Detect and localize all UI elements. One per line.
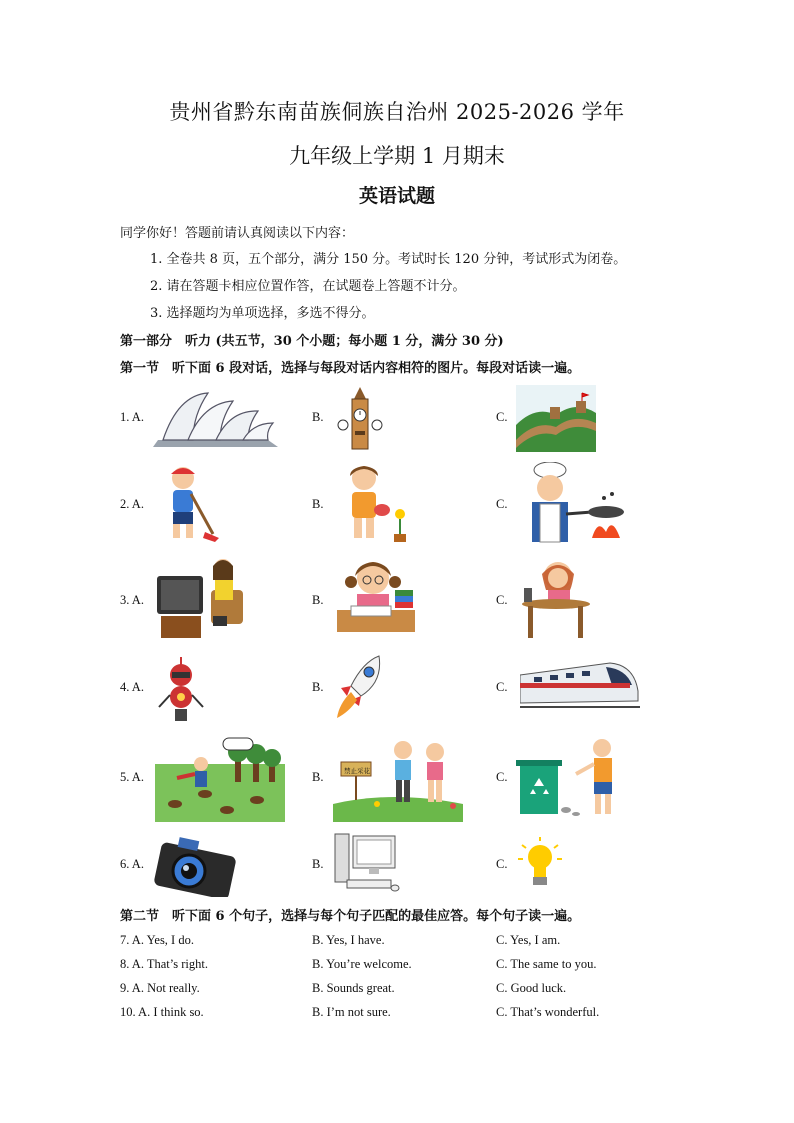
option-label: C. <box>496 680 508 694</box>
question-label: 6. A. <box>120 857 144 871</box>
sydney-opera-house-icon <box>148 385 283 450</box>
option-label: C. <box>496 770 508 784</box>
computer-icon <box>333 832 401 896</box>
question-option-c: C. Yes, I am. <box>496 933 561 947</box>
cutting-trees-icon <box>155 734 285 822</box>
girl-reading-icon <box>333 556 418 641</box>
instruction-item: 3. 选择题均为单项选择，多选不得分。 <box>150 306 375 321</box>
no-picking-flowers-sign: 禁止采花 <box>344 767 370 775</box>
camera-icon <box>153 835 238 897</box>
girl-watering-flowers-icon <box>340 462 415 544</box>
option-label: B. <box>312 680 324 694</box>
option-label: C. <box>496 497 508 511</box>
question-option-a: 8. A. That’s right. <box>120 957 208 971</box>
exam-subject-title: 英语试题 <box>358 185 435 207</box>
question-option-c: C. The same to you. <box>496 957 597 971</box>
protect-flowers-icon <box>333 734 463 822</box>
instruction-item: 2. 请在答题卡相应位置作答，在试题卷上答题不计分。 <box>150 279 466 294</box>
instruction-item: 1. 全卷共 8 页，五个部分，满分 150 分。考试时长 120 分钟，考试形式为闭卷。 <box>150 252 627 267</box>
big-ben-icon <box>335 385 385 452</box>
question-option-a: 7. A. Yes, I do. <box>120 933 194 947</box>
question-label: 4. A. <box>120 680 144 694</box>
high-speed-train-icon <box>520 655 640 715</box>
chef-cooking-icon <box>526 462 631 544</box>
option-label: B. <box>312 497 324 511</box>
robot-icon <box>155 655 207 725</box>
question-label: 5. A. <box>120 770 144 784</box>
part1-title: 第一部分 听力 (共五节，30 个小题；每小题 1 分，满分 30 分) <box>120 334 504 349</box>
option-label: C. <box>496 410 508 424</box>
question-option-a: 10. A. I think so. <box>120 1005 204 1019</box>
option-label: C. <box>496 593 508 607</box>
question-option-c: C. Good luck. <box>496 981 567 995</box>
watching-tv-icon <box>155 556 245 641</box>
great-wall-icon <box>516 385 596 452</box>
section1-title: 第一节 听下面 6 段对话，选择与每段对话内容相符的图片。每段对话读一遍。 <box>120 361 581 376</box>
recycling-bin-icon <box>516 734 626 824</box>
question-option-b: B. Sounds great. <box>312 981 395 995</box>
boy-sweeping-icon <box>155 462 220 544</box>
question-option-b: B. You’re welcome. <box>312 957 412 971</box>
option-label: B. <box>312 857 324 871</box>
question-option-c: C. That’s wonderful. <box>496 1005 600 1019</box>
exam-title-region: 贵州省黔东南苗族侗族自治州 2025-2026 学年 <box>169 100 625 124</box>
option-label: B. <box>312 770 324 784</box>
question-label: 2. A. <box>120 497 144 511</box>
option-label: B. <box>312 410 324 424</box>
question-option-b: B. I’m not sure. <box>312 1005 391 1019</box>
girl-drawing-icon <box>516 556 591 641</box>
option-label: C. <box>496 857 508 871</box>
question-option-b: B. Yes, I have. <box>312 933 385 947</box>
option-label: B. <box>312 593 324 607</box>
instructions-greeting: 同学你好！答题前请认真阅读以下内容： <box>120 226 355 241</box>
section2-title: 第二节 听下面 6 个句子，选择与每个句子匹配的最佳应答。每个句子读一遍。 <box>120 909 581 924</box>
rocket-icon <box>333 652 388 724</box>
light-bulb-icon <box>516 835 564 895</box>
question-label: 3. A. <box>120 593 144 607</box>
question-label: 1. A. <box>120 410 144 424</box>
exam-title-term: 九年级上学期 1 月期末 <box>289 144 505 168</box>
question-option-a: 9. A. Not really. <box>120 981 200 995</box>
